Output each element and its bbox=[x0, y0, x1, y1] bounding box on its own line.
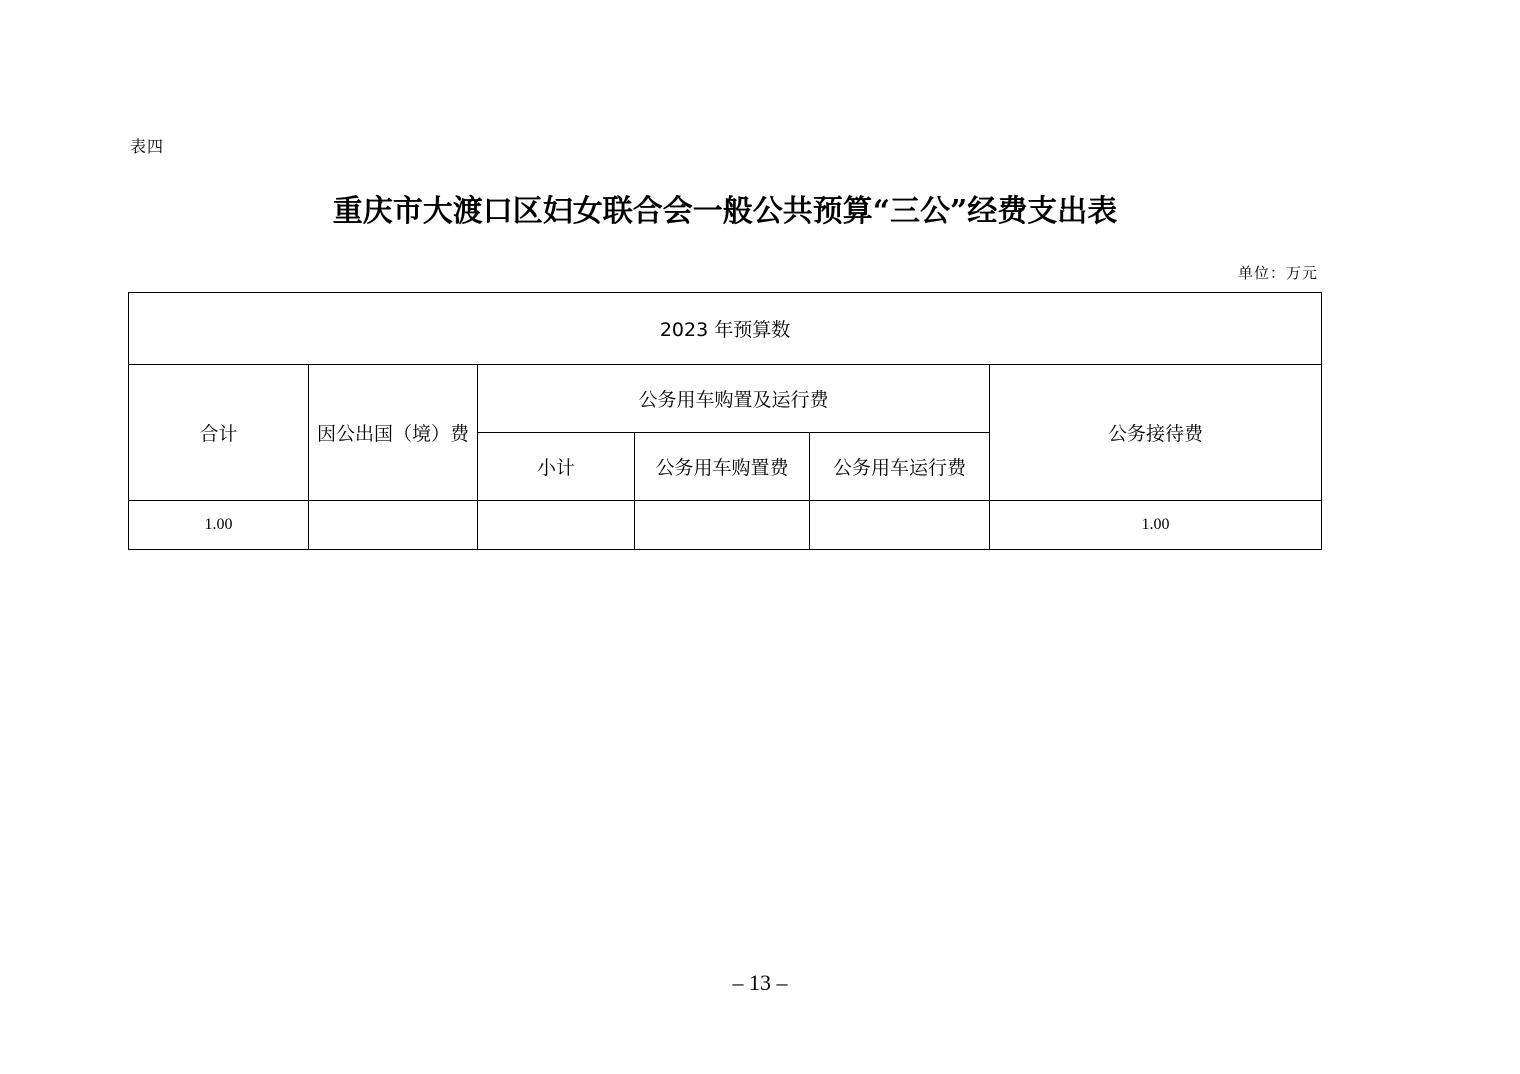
abroad-expense-value bbox=[309, 501, 478, 550]
three-public-expenses-table bbox=[128, 292, 1322, 550]
vehicle-purchase-value bbox=[635, 501, 810, 550]
vehicle-operation-value bbox=[810, 501, 990, 550]
page-number: – 13 – bbox=[732, 970, 788, 995]
reception-expense-header: 公务接待费 bbox=[990, 365, 1322, 501]
table-label: 表四 bbox=[130, 137, 165, 156]
document-title: 重庆市大渡口区妇女联合会一般公共预算“三公”经费支出表 bbox=[332, 194, 1118, 229]
vehicle-operation-header: 公务用车运行费 bbox=[810, 433, 990, 501]
total-header: 合计 bbox=[129, 365, 309, 501]
abroad-expense-header: 因公出国（境）费 bbox=[309, 365, 478, 501]
table-row bbox=[129, 501, 1322, 550]
vehicle-purchase-header: 公务用车购置费 bbox=[635, 433, 810, 501]
reception-expense-value: 1.00 bbox=[990, 501, 1322, 550]
year-budget-header: 2023 年预算数 bbox=[129, 293, 1322, 365]
vehicle-subtotal-header: 小计 bbox=[478, 433, 635, 501]
table-header-row bbox=[129, 293, 1322, 365]
vehicle-subtotal-value bbox=[478, 501, 635, 550]
vehicle-expense-group-header: 公务用车购置及运行费 bbox=[478, 365, 990, 433]
table-header-row bbox=[129, 365, 1322, 433]
total-value: 1.00 bbox=[129, 501, 309, 550]
unit-label: 单位：万元 bbox=[1237, 264, 1318, 282]
